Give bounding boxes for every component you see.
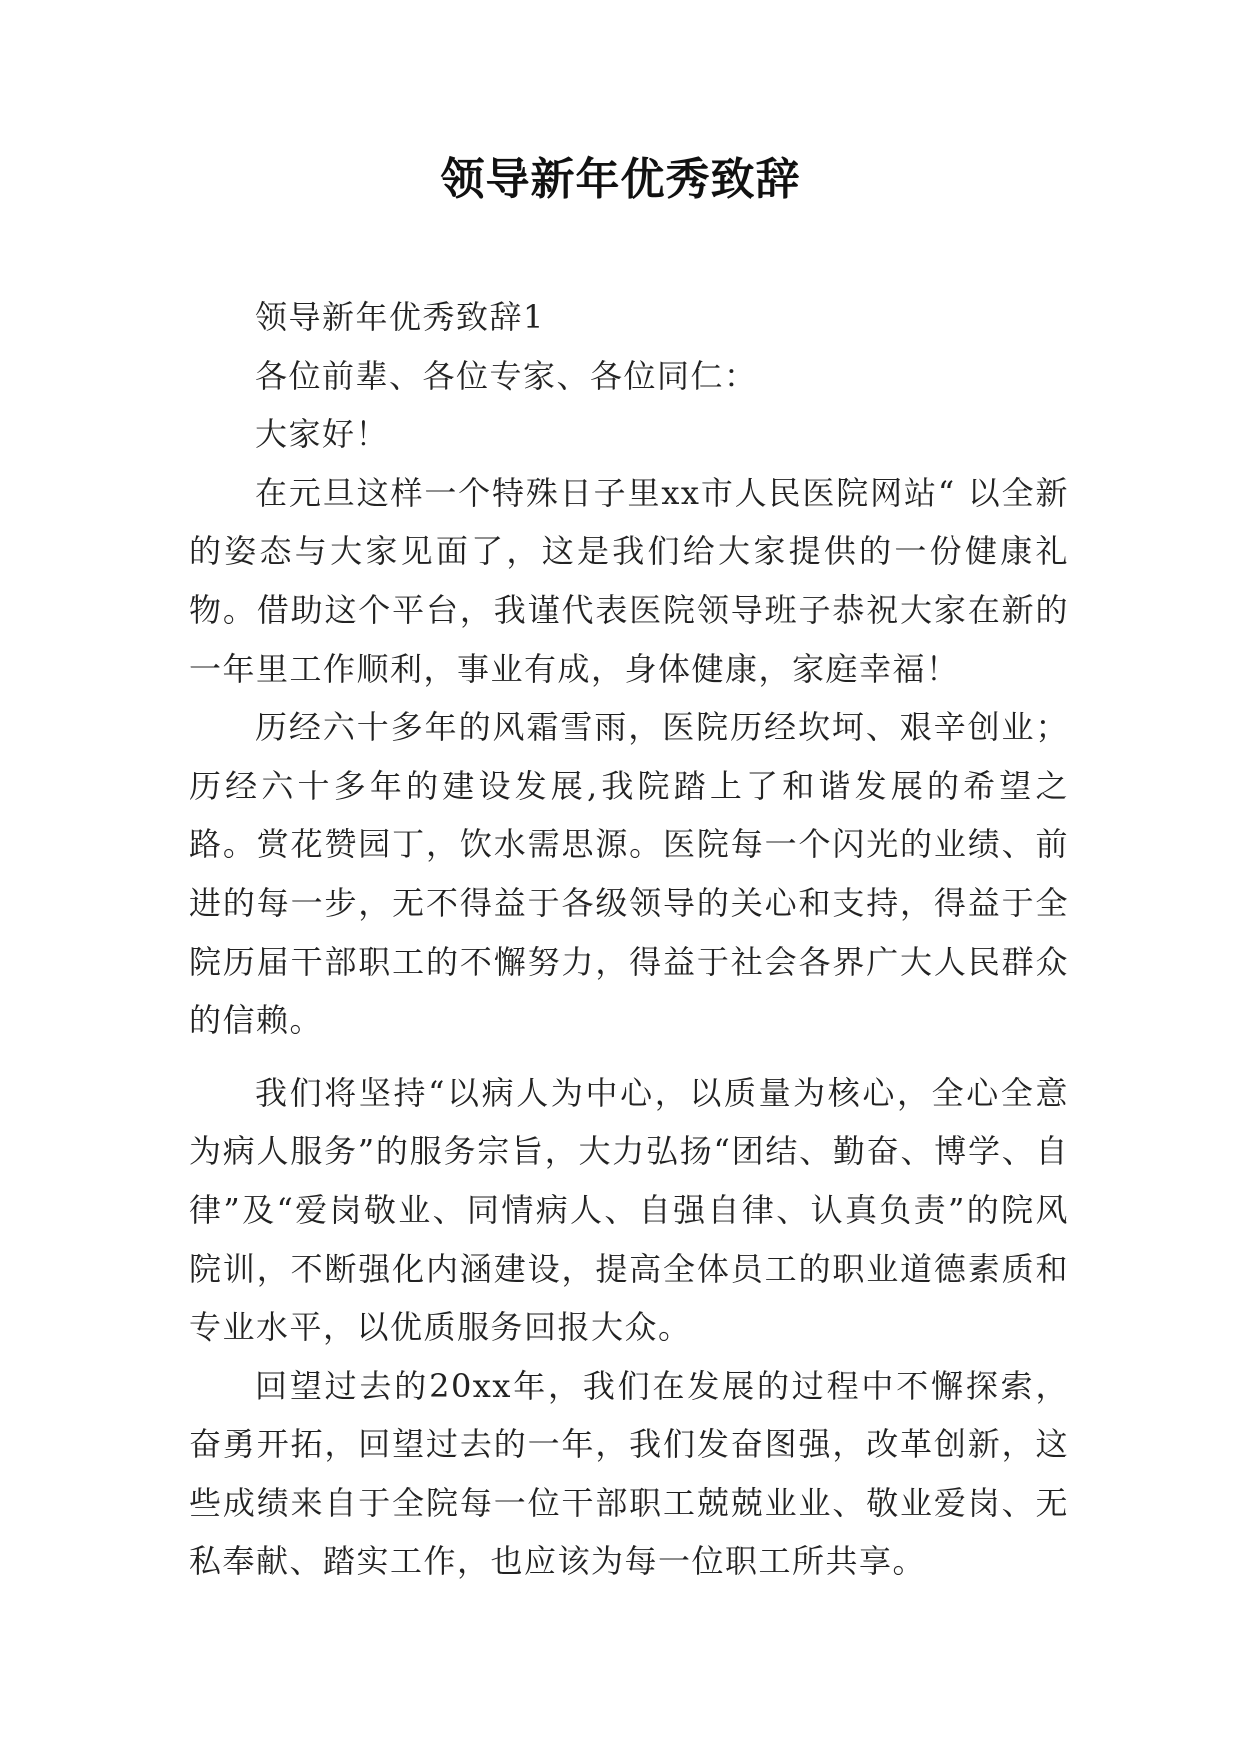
greeting: 大家好！: [255, 415, 390, 454]
document-title: 领导新年优秀致辞: [440, 154, 801, 205]
paragraph: 在元旦这样一个特殊日子里xx市人民医院网站“ 以全新的姿态与大家见面了，这是我们给大家提供的一份健康礼物。借助这个平台，我谨代表医院领导班子恭祝大家在新的一年里工作顺利，事业有成，身体健康，家庭幸福！: [189, 473, 1069, 688]
section-heading: 领导新年优秀致辞1: [255, 298, 545, 336]
paragraph: 历经六十多年的风霜雪雨，医院历经坎坷、艰辛创业；历经六十多年的建设发展,我院踏上了和谐发展的希望之路。赏花赞园丁，饮水需思源。医院每一个闪光的业绩、前进的每一步，无不得益于各级领导的关心和支持，得益于全院历届干部职工的不懈努力，得益于社会各界广大人民群众的信赖。: [189, 708, 1069, 1040]
salutation: 各位前辈、各位专家、各位同仁：: [255, 356, 758, 395]
paragraph: 我们将坚持“以病人为中心，以质量为核心，全心全意为病人服务”的服务宗旨，大力弘扬“团结、勤奋、博学、自律”及“爱岗敬业、同情病人、自强自律、认真负责”的院风院训，不断强化内涵建设，提高全体员工的职业道德素质和专业水平，以优质服务回报大众。: [189, 1073, 1069, 1347]
document-body: [189, 288, 1069, 1591]
paragraph: 回望过去的20xx年，我们在发展的过程中不懈探索，奋勇开拓，回望过去的一年，我们发奋图强，改革创新，这些成绩来自于全院每一位干部职工兢兢业业、敬业爱岗、无私奉献、踏实工作，也应该为每一位职工所共享。: [189, 1366, 1069, 1581]
